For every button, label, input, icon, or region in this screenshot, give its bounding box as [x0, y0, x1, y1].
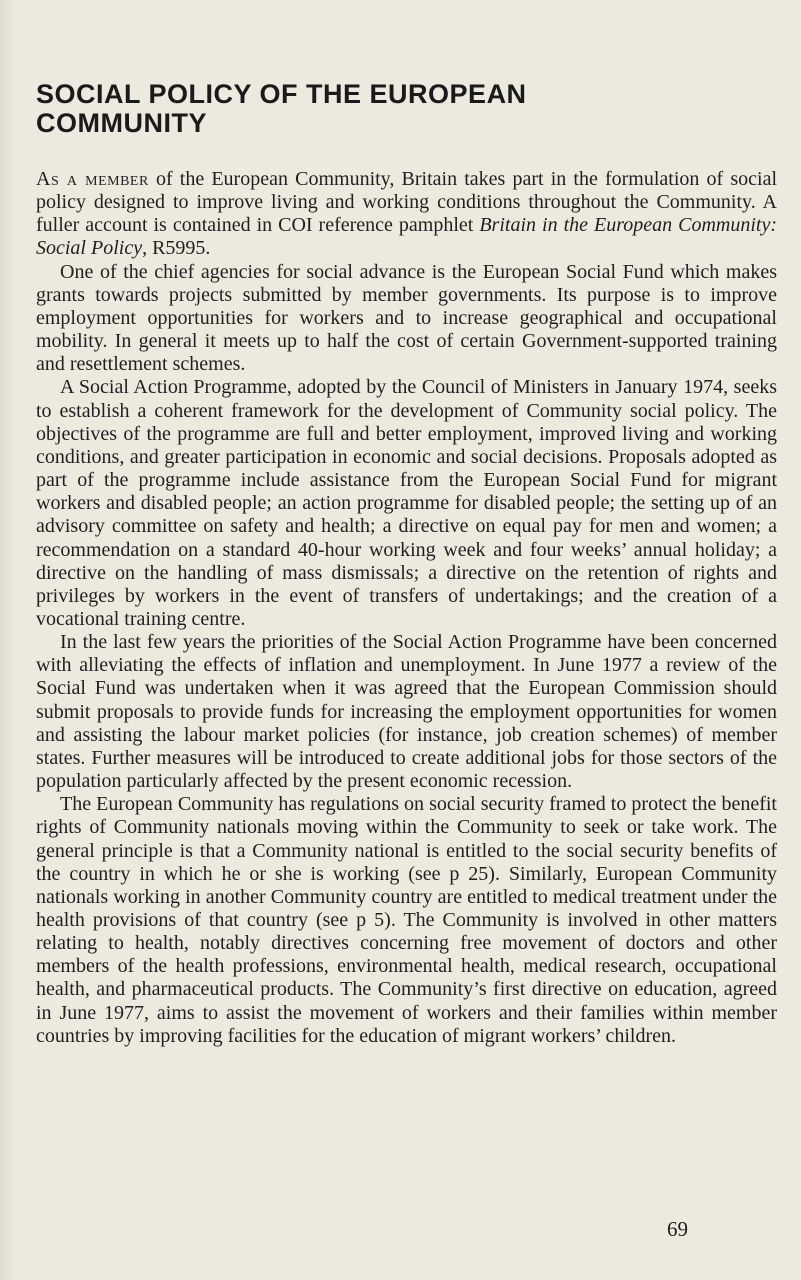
- paragraph-intro-text-b: , R5995.: [142, 237, 211, 260]
- paragraph-intro-text-a: of the European Community, Britain takes part in the formulation of social policy designed to improve living and working conditions throughout the Community. A fuller account is contained in COI reference pamphlet: [36, 168, 778, 237]
- paragraph-social-security: The European Community has regulations on social security framed to protect the benefit rights of Community nationals moving within the Community to seek or take work. The general principle is that a Community national is entitled to the social security benefits of the country in which he or she is working (see p 25). Similarly, European Community nationals working in another Community country are entitled to medical treatment under the health provisions of that country (see p 5). The Community is involved in other matters relating to health, notably directives concerning free movement of doctors and other members of the health professions, environmental health, medical research, occupational health, and pharmaceutical products. The Community’s first directive on education, agreed in June 1977, aims to assist the movement of workers and their families within member countries by improving facilities for the education of migrant workers’ children.: [36, 793, 777, 1047]
- paragraph-intro: [36, 168, 777, 261]
- page-title: [36, 80, 756, 138]
- paragraph-priorities: In the last few years the priorities of the Social Action Programme have been concerned with alleviating the effects of inflation and unemployment. In June 1977 a review of the Social Fund was undertaken when it was agreed that the European Commission should submit proposals to provide funds for increasing the employment opportunities for women and assisting the labour market policies (for instance, job creation schemes) of member states. Further measures will be introduced to create additional jobs for those sectors of the population particularly affected by the present economic recession.: [36, 631, 777, 793]
- article-body: [36, 168, 777, 1048]
- page-title-line-2: COMMUNITY: [36, 108, 207, 138]
- paragraph-social-fund: One of the chief agencies for social advance is the European Social Fund which makes grants towards projects submitted by member governments. Its purpose is to improve employment opportunities for workers and to increase geographical and occupational mobility. In general it meets up to half the cost of certain Government-supported training and resettlement schemes.: [36, 260, 777, 376]
- paragraph-lead-in: As a member: [36, 168, 149, 190]
- page-title-line-1: SOCIAL POLICY OF THE EUROPEAN: [36, 79, 527, 109]
- pamphlet-title: Britain in the European Community: Social Policy: [36, 214, 777, 260]
- page-number: 69: [667, 1217, 688, 1241]
- paragraph-social-action-programme: A Social Action Programme, adopted by the Council of Ministers in January 1974, seeks to establish a coherent framework for the development of Community social policy. The objectives of the programme are full and better employment, improved living and working conditions, and greater participation in economic and social decisions. Proposals adopted as part of the programme include assistance from the European Social Fund for migrant workers and disabled people; an action programme for disabled people; the setting up of an advisory committee on safety and health; a directive on equal pay for men and women; a recommendation on a standard 40-hour working week and four weeks’ annual holiday; a directive on the handling of mass dismissals; a directive on the retention of rights and privileges by workers in the event of transfers of undertakings; and the creation of a vocational training centre.: [36, 376, 777, 630]
